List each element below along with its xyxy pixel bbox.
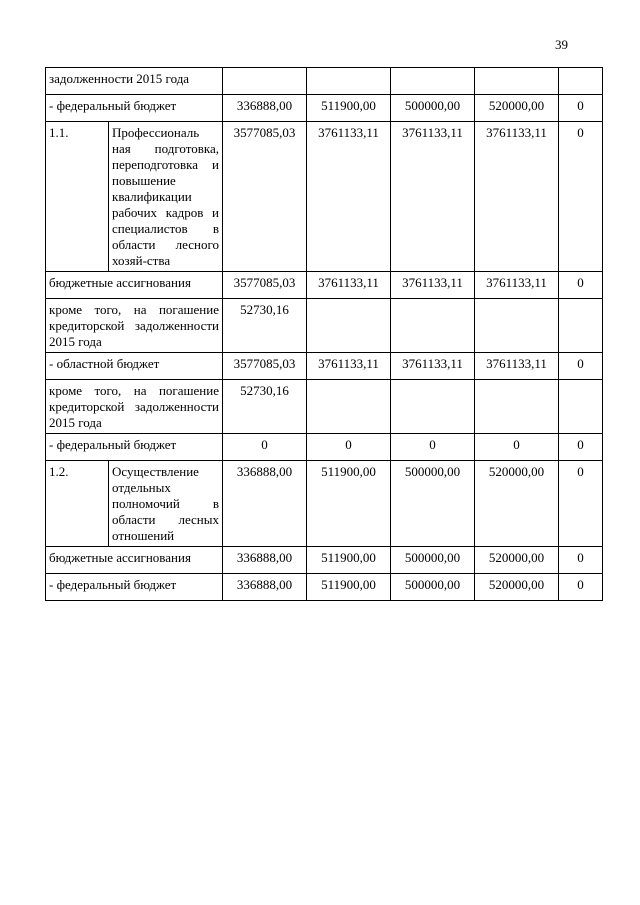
value-cell bbox=[559, 299, 603, 353]
value-cell: 3577085,03 bbox=[223, 353, 307, 380]
value-cell: 3577085,03 bbox=[223, 122, 307, 272]
table-row bbox=[46, 272, 603, 299]
value-cell: 511900,00 bbox=[307, 547, 391, 574]
value-cell: 336888,00 bbox=[223, 461, 307, 547]
row-label: кроме того, на погашение кредиторской задолженности 2015 года bbox=[46, 380, 223, 434]
value-cell: 3761133,11 bbox=[475, 122, 559, 272]
value-cell: 520000,00 bbox=[475, 574, 559, 601]
row-label: - областной бюджет bbox=[46, 353, 223, 380]
page-number: 39 bbox=[555, 37, 568, 52]
row-label: - федеральный бюджет bbox=[46, 95, 223, 122]
table-row bbox=[46, 353, 603, 380]
value-cell: 0 bbox=[559, 122, 603, 272]
value-cell: 336888,00 bbox=[223, 574, 307, 601]
value-cell bbox=[475, 68, 559, 95]
value-cell: 3761133,11 bbox=[391, 353, 475, 380]
value-cell: 500000,00 bbox=[391, 574, 475, 601]
table-row bbox=[46, 574, 603, 601]
value-cell: 3761133,11 bbox=[391, 122, 475, 272]
budget-table bbox=[45, 67, 603, 601]
value-cell: 500000,00 bbox=[391, 461, 475, 547]
value-cell: 511900,00 bbox=[307, 461, 391, 547]
value-cell: 52730,16 bbox=[223, 380, 307, 434]
value-cell: 0 bbox=[559, 547, 603, 574]
value-cell bbox=[391, 299, 475, 353]
value-cell: 0 bbox=[559, 95, 603, 122]
row-label: бюджетные ассигнования bbox=[46, 272, 223, 299]
value-cell: 0 bbox=[391, 434, 475, 461]
value-cell: 0 bbox=[223, 434, 307, 461]
value-cell bbox=[223, 68, 307, 95]
table-row bbox=[46, 122, 603, 272]
value-cell bbox=[391, 68, 475, 95]
value-cell: 0 bbox=[307, 434, 391, 461]
row-label: - федеральный бюджет bbox=[46, 574, 223, 601]
value-cell: 3761133,11 bbox=[475, 272, 559, 299]
value-cell: 520000,00 bbox=[475, 547, 559, 574]
value-cell bbox=[307, 380, 391, 434]
value-cell: 500000,00 bbox=[391, 547, 475, 574]
value-cell bbox=[307, 68, 391, 95]
table-row bbox=[46, 434, 603, 461]
value-cell: 520000,00 bbox=[475, 95, 559, 122]
value-cell: 3577085,03 bbox=[223, 272, 307, 299]
value-cell: 3761133,11 bbox=[307, 272, 391, 299]
value-cell bbox=[391, 380, 475, 434]
value-cell: 52730,16 bbox=[223, 299, 307, 353]
table-row bbox=[46, 547, 603, 574]
value-cell: 0 bbox=[559, 574, 603, 601]
row-label: - федеральный бюджет bbox=[46, 434, 223, 461]
item-code: 1.2. bbox=[46, 461, 109, 547]
item-name: Профессиональ ная подготовка, переподготовка и повышение квалификации рабочих кадров и специалистов в области лесного хозяй-ства bbox=[109, 122, 223, 272]
value-cell bbox=[559, 380, 603, 434]
table-row bbox=[46, 299, 603, 353]
table-row bbox=[46, 68, 603, 95]
row-label: бюджетные ассигнования bbox=[46, 547, 223, 574]
item-name: Осуществление отдельных полномочий в области лесных отношений bbox=[109, 461, 223, 547]
table-row bbox=[46, 95, 603, 122]
value-cell bbox=[475, 380, 559, 434]
value-cell: 3761133,11 bbox=[307, 353, 391, 380]
item-code: 1.1. bbox=[46, 122, 109, 272]
value-cell bbox=[307, 299, 391, 353]
value-cell: 0 bbox=[559, 353, 603, 380]
value-cell: 0 bbox=[559, 434, 603, 461]
value-cell: 500000,00 bbox=[391, 95, 475, 122]
value-cell bbox=[559, 68, 603, 95]
value-cell: 520000,00 bbox=[475, 461, 559, 547]
value-cell bbox=[475, 299, 559, 353]
value-cell: 0 bbox=[475, 434, 559, 461]
row-label: кроме того, на погашение кредиторской задолженности 2015 года bbox=[46, 299, 223, 353]
value-cell: 3761133,11 bbox=[307, 122, 391, 272]
value-cell: 0 bbox=[559, 461, 603, 547]
value-cell: 336888,00 bbox=[223, 547, 307, 574]
value-cell: 3761133,11 bbox=[475, 353, 559, 380]
value-cell: 511900,00 bbox=[307, 574, 391, 601]
value-cell: 0 bbox=[559, 272, 603, 299]
value-cell: 336888,00 bbox=[223, 95, 307, 122]
value-cell: 3761133,11 bbox=[391, 272, 475, 299]
table-row bbox=[46, 380, 603, 434]
row-label: задолженности 2015 года bbox=[46, 68, 223, 95]
table-row bbox=[46, 461, 603, 547]
value-cell: 511900,00 bbox=[307, 95, 391, 122]
